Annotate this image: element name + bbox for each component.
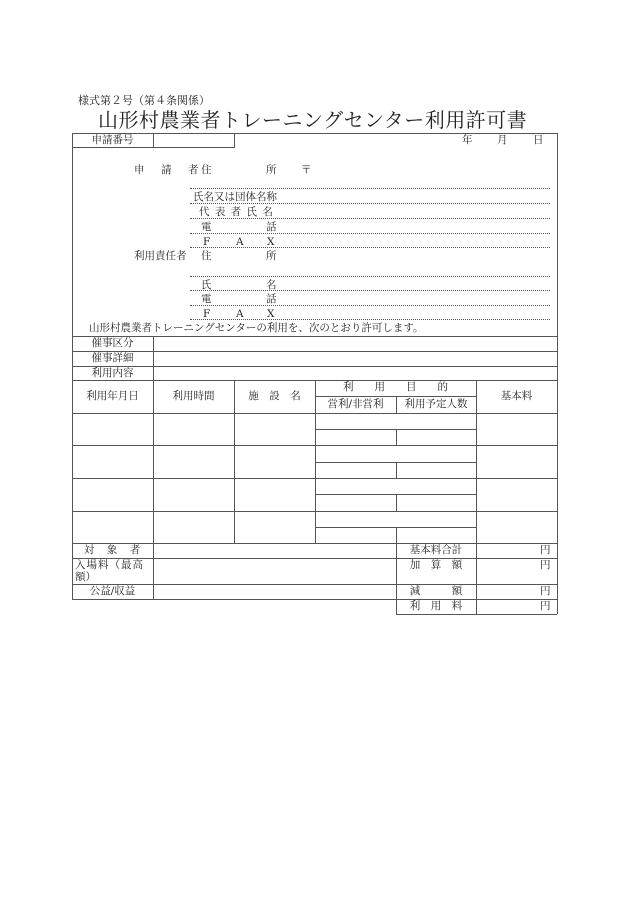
target-field[interactable] <box>154 544 396 558</box>
permission-statement: 山形村農業者トレーニングセンターの利用を、次のとおり許可します。 <box>89 322 424 334</box>
responsible-address-label: 所 <box>266 250 277 262</box>
divider <box>234 133 235 147</box>
purpose-cell[interactable] <box>316 414 476 429</box>
responsible-phone-label: 電 <box>201 293 212 305</box>
usage-fee-label: 利 用 料 <box>409 600 463 612</box>
usage-date-cell[interactable] <box>73 512 153 543</box>
usage-fee-field[interactable] <box>477 600 537 614</box>
yen-unit: 円 <box>540 585 551 597</box>
date-day-label: 日 <box>533 134 544 146</box>
date-month-label: 月 <box>497 134 508 146</box>
representative-field[interactable] <box>290 205 550 217</box>
profit-cell[interactable] <box>316 463 396 478</box>
usage-date-cell[interactable] <box>73 479 153 511</box>
applicant-fax-field[interactable] <box>290 235 550 247</box>
base-fee-total-field[interactable] <box>477 544 537 558</box>
applicant-name-field[interactable] <box>290 190 550 202</box>
admission-field[interactable] <box>154 559 396 584</box>
responsible-fax-label: A <box>236 308 244 320</box>
dotted-line <box>190 276 550 277</box>
base-fee-cell[interactable] <box>477 414 557 445</box>
event-detail-field[interactable] <box>154 352 556 366</box>
column-header-base-fee: 基本料 <box>500 390 533 402</box>
profit-cell[interactable] <box>316 528 396 543</box>
column-header-time: 利用時間 <box>172 390 215 402</box>
usage-content-label: 利用内容 <box>91 367 134 379</box>
event-category-label: 催事区分 <box>91 337 134 349</box>
representative-label: 代 表 者 氏 名 <box>199 206 274 218</box>
public-profit-label: 公益/収益 <box>89 585 136 597</box>
responsible-fax-label: F <box>203 308 211 320</box>
responsible-section-label: 利用責任者 <box>134 250 187 262</box>
column-header-purpose: 利 用 目 的 <box>343 381 448 393</box>
reduction-field[interactable] <box>477 585 537 599</box>
usage-time-cell[interactable] <box>154 414 234 445</box>
column-header-expected-people: 利用予定人数 <box>404 398 468 410</box>
dotted-line <box>190 290 550 291</box>
reduction-label: 減 額 <box>409 585 463 597</box>
yen-unit: 円 <box>540 544 551 556</box>
addition-field[interactable] <box>477 559 537 584</box>
base-fee-cell[interactable] <box>477 512 557 543</box>
dotted-line <box>190 319 550 320</box>
applicant-name-label: 氏名又は団体名称 <box>193 191 277 203</box>
facility-cell[interactable] <box>235 414 315 445</box>
usage-time-cell[interactable] <box>154 479 234 511</box>
responsible-fax-label: X <box>267 308 275 320</box>
yen-unit: 円 <box>540 559 551 571</box>
base-fee-total-label: 基本料合計 <box>409 544 463 556</box>
applicant-phone-field[interactable] <box>290 220 550 232</box>
page-title: 山形村農業者トレーニングセンター利用許可書 <box>98 108 528 132</box>
usage-time-cell[interactable] <box>154 446 234 478</box>
admission-label-cont: 額） <box>75 571 96 583</box>
facility-cell[interactable] <box>235 512 315 543</box>
addition-label: 加 算 額 <box>409 559 463 571</box>
base-fee-cell[interactable] <box>477 446 557 478</box>
responsible-name-label: 名 <box>266 279 277 291</box>
applicant-phone-label: 話 <box>266 221 277 233</box>
profit-cell[interactable] <box>316 430 396 445</box>
dotted-line <box>190 305 550 306</box>
usage-date-cell[interactable] <box>73 446 153 478</box>
expected-people-cell[interactable] <box>397 495 476 511</box>
purpose-cell[interactable] <box>316 446 476 462</box>
dotted-line <box>190 233 550 234</box>
expected-people-cell[interactable] <box>397 430 476 445</box>
responsible-name-label: 氏 <box>201 279 212 291</box>
postal-mark: 〒 <box>301 164 312 176</box>
divider <box>557 133 558 614</box>
applicant-fax-label: X <box>267 236 275 248</box>
applicant-address-label: 住 <box>201 164 212 176</box>
divider <box>315 396 476 397</box>
column-header-date: 利用年月日 <box>86 390 139 402</box>
facility-cell[interactable] <box>235 479 315 511</box>
date-year-label: 年 <box>462 134 473 146</box>
dotted-line <box>190 218 550 219</box>
expected-people-cell[interactable] <box>397 463 476 478</box>
form-number: 様式第２号（第４条関係） <box>78 94 210 107</box>
application-number-label: 申請番号 <box>91 134 134 146</box>
usage-date-cell[interactable] <box>73 414 153 445</box>
applicant-section-label: 申 請 者 <box>134 164 202 176</box>
facility-cell[interactable] <box>235 446 315 478</box>
responsible-address-label: 住 <box>201 250 212 262</box>
applicant-address-label: 所 <box>266 164 277 176</box>
usage-content-field[interactable] <box>154 367 556 380</box>
dotted-line <box>190 247 550 248</box>
responsible-fax-field[interactable] <box>290 307 550 319</box>
public-profit-field[interactable] <box>154 585 396 599</box>
purpose-cell[interactable] <box>316 479 476 494</box>
responsible-phone-field[interactable] <box>290 292 550 304</box>
applicant-address-field[interactable] <box>315 160 550 184</box>
event-category-field[interactable] <box>154 337 556 351</box>
application-number-field[interactable] <box>154 134 234 147</box>
purpose-cell[interactable] <box>316 512 476 527</box>
divider <box>396 614 557 615</box>
applicant-fax-label: F <box>203 236 211 248</box>
admission-label: 入場料（最高 <box>75 559 144 571</box>
usage-time-cell[interactable] <box>154 512 234 543</box>
responsible-address-field[interactable] <box>290 249 550 275</box>
column-header-facility: 施 設 名 <box>248 390 301 402</box>
divider <box>72 147 235 148</box>
applicant-fax-label: A <box>236 236 244 248</box>
profit-cell[interactable] <box>316 495 396 511</box>
target-label: 対 象 者 <box>83 544 142 556</box>
responsible-name-field[interactable] <box>290 278 550 290</box>
dotted-line <box>190 188 550 189</box>
dotted-line <box>190 203 550 204</box>
responsible-phone-label: 話 <box>266 293 277 305</box>
applicant-phone-label: 電 <box>201 221 212 233</box>
yen-unit: 円 <box>540 600 551 612</box>
event-detail-label: 催事詳細 <box>91 352 134 364</box>
base-fee-cell[interactable] <box>477 479 557 511</box>
column-header-profit: 営利/非営利 <box>327 398 384 410</box>
expected-people-cell[interactable] <box>397 528 476 543</box>
